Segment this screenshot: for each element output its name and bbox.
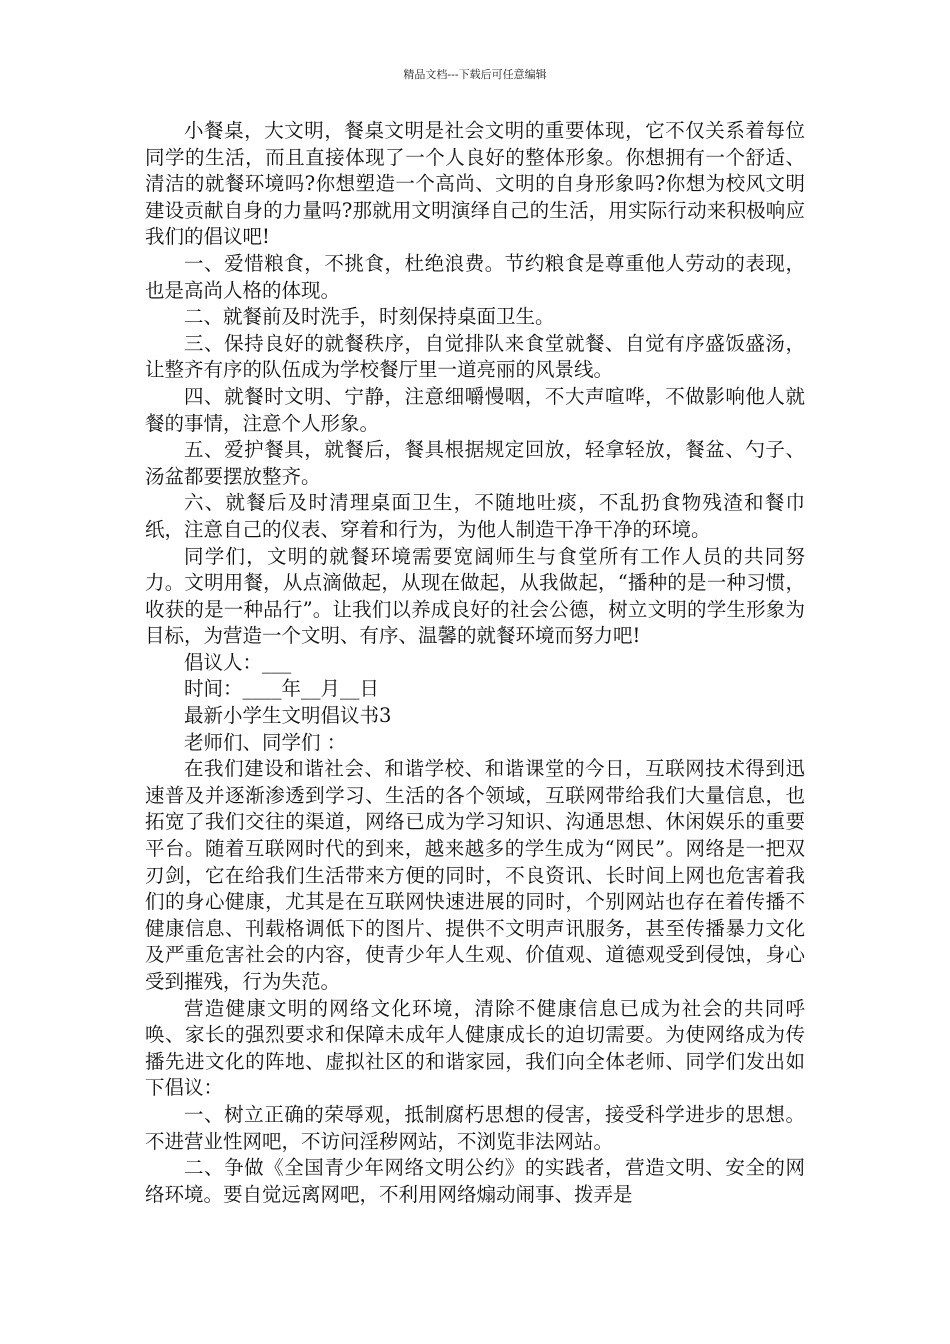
paragraph: 在我们建设和谐社会、和谐学校、和谐课堂的今日，互联网技术得到迅速普及并逐渐渗透到学习、生活的各个领域，互联网带给我们大量信息，也拓宽了我们交往的渠道，网络已成为学习知识、沟通思想、休闲娱乐的重要平台。随着互联网时代的到来，越来越多的学生成为“网民”。网络是一把双刃剑，它在给我们生活带来方便的同时，不良资讯、长时间上网也危害着我们的身心健康，尤其是在互联网快速进展的同时，个别网站也存在着传播不健康信息、刊载格调低下的图片、提供不文明声讯服务，甚至传播暴力文化及严重危害社会的内容，使青少年人生观、价值观、道德观受到侵蚀，身心受到摧残，行为失范。 — [145, 757, 805, 993]
section-title: 最新小学生文明倡议书3 — [184, 704, 392, 728]
paragraph: 同学们，文明的就餐环境需要宽阔师生与食堂所有工作人员的共同努力。文明用餐，从点滴做起，从现在做起，从我做起，“播种的是一种习惯，收获的是一种品行”。让我们以养成良好的社会公德，树立文明的学生形象为目标，为营造一个文明、有序、温馨的就餐环境而努力吧! — [145, 544, 805, 648]
paragraph: 一、树立正确的荣辱观，抵制腐朽思想的侵害，接受科学进步的思想。不进营业性网吧，不访问淫秽网站，不浏览非法网站。 — [145, 1102, 805, 1153]
paragraph: 三、保持良好的就餐秩序，自觉排队来食堂就餐、自觉有序盛饭盛汤，让整齐有序的队伍成为学校餐厅里一道亮丽的风景线。 — [145, 331, 805, 382]
document-body — [145, 118, 805, 1208]
page-header: 精品文档---下载后可任意编辑 — [403, 68, 547, 81]
signature-line: 倡议人：___ — [184, 650, 292, 674]
date-line: 时间：____年__月__日 — [184, 677, 380, 701]
salutation: 老师们、同学们 ： — [184, 730, 347, 754]
paragraph: 五、爱护餐具，就餐后，餐具根据规定回放，轻拿轻放，餐盆、勺子、汤盆都要摆放整齐。 — [145, 438, 805, 488]
paragraph: 六、就餐后及时清理桌面卫生，不随地吐痰，不乱扔食物残渣和餐巾纸，注意自己的仪表、穿着和行为，为他人制造干净干净的环境。 — [145, 491, 805, 541]
paragraph: 二、争做《全国青少年网络文明公约》的实践者，营造文明、安全的网络环境。要自觉远离网吧，不利用网络煽动闹事、拨弄是 — [145, 1156, 805, 1206]
paragraph: 一、爱惜粮食，不挑食，杜绝浪费。节约粮食是尊重他人劳动的表现，也是高尚人格的体现。 — [145, 251, 805, 302]
paragraph: 二、就餐前及时洗手，时刻保持桌面卫生。 — [184, 305, 555, 329]
paragraph: 营造健康文明的网络文化环境，清除不健康信息已成为社会的共同呼唤、家长的强烈要求和保障未成年人健康成长的迫切需要。为使网络成为传播先进文化的阵地、虚拟社区的和谐家园，我们向全体老师、同学们发出如下倡议： — [145, 996, 805, 1100]
paragraph: 小餐桌，大文明，餐桌文明是社会文明的重要体现，它不仅关系着每位同学的生活，而且直接体现了一个人良好的整体形象。你想拥有一个舒适、清洁的就餐环境吗?你想塑造一个高尚、文明的自身形象吗?你想为校风文明建设贡献自身的力量吗?那就用文明演绎自己的生活，用实际行动来积极响应我们的倡议吧! — [145, 119, 805, 249]
paragraph: 四、就餐时文明、宁静，注意细嚼慢咽，不大声喧哗，不做影响他人就餐的事情，注意个人形象。 — [145, 384, 805, 435]
